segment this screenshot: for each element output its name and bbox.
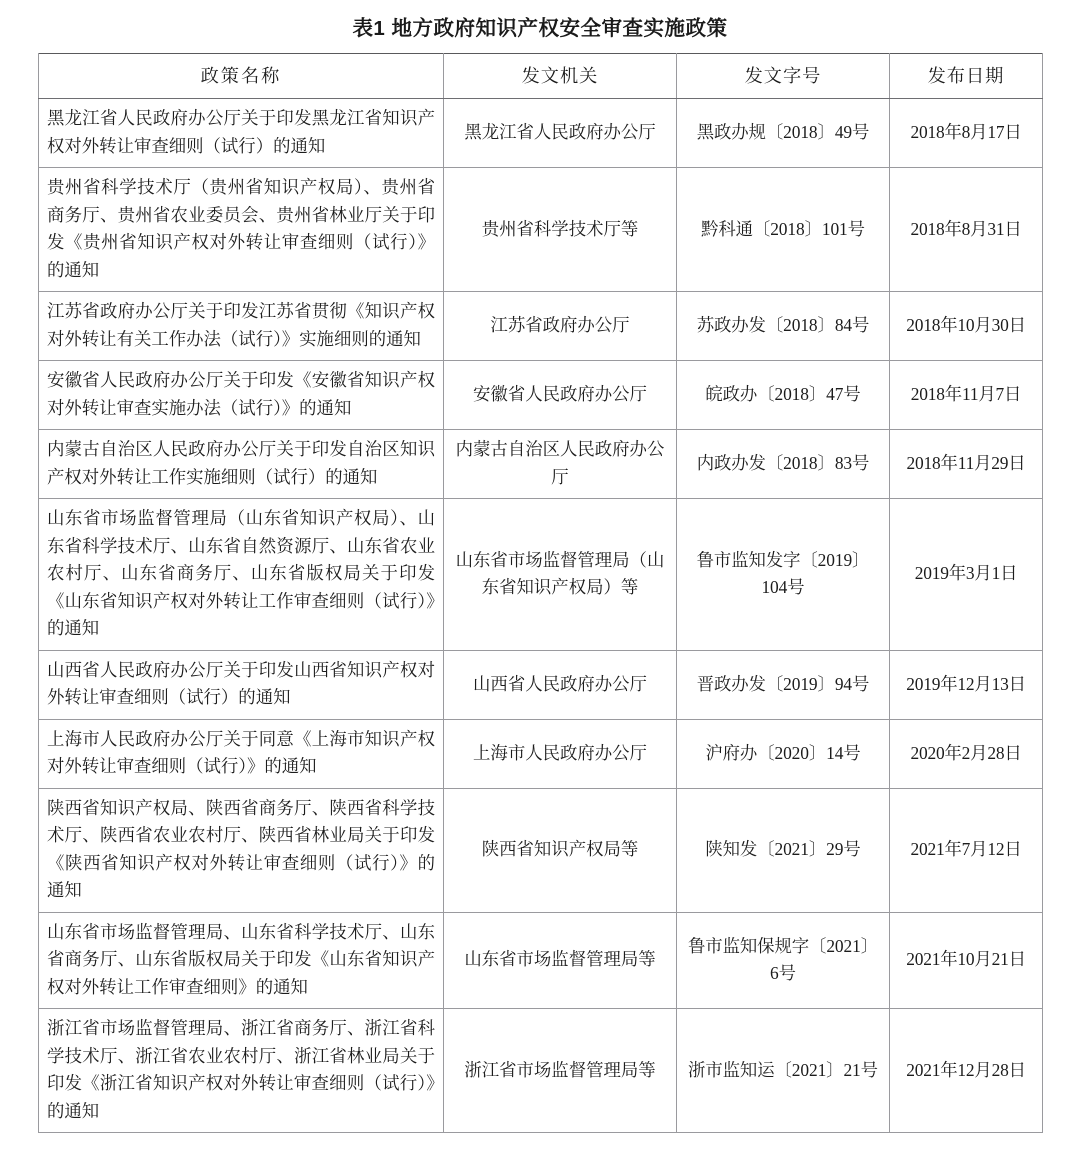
cell-release-date: 2021年12月28日 [890,1009,1043,1133]
cell-policy-name: 陕西省知识产权局、陕西省商务厅、陕西省科学技术厅、陕西省农业农村厅、陕西省林业局关于印发《陕西省知识产权对外转让审查细则（试行）》的通知 [39,788,444,912]
cell-release-date: 2018年8月17日 [890,99,1043,168]
table-row [39,168,1043,292]
cell-issuing-authority: 安徽省人民政府办公厅 [444,361,677,430]
cell-release-date: 2021年7月12日 [890,788,1043,912]
cell-release-date: 2018年8月31日 [890,168,1043,292]
cell-document-number: 苏政办发〔2018〕84号 [677,292,890,361]
table-container [38,53,1042,1134]
cell-release-date: 2018年11月29日 [890,430,1043,499]
cell-document-number: 晋政办发〔2019〕94号 [677,650,890,719]
cell-issuing-authority: 黑龙江省人民政府办公厅 [444,99,677,168]
cell-release-date: 2019年3月1日 [890,499,1043,651]
cell-release-date: 2018年11月7日 [890,361,1043,430]
policy-table [38,53,1043,1134]
table-row [39,719,1043,788]
cell-release-date: 2020年2月28日 [890,719,1043,788]
cell-policy-name: 山西省人民政府办公厅关于印发山西省知识产权对外转让审查细则（试行）的通知 [39,650,444,719]
table-row [39,1009,1043,1133]
cell-issuing-authority: 上海市人民政府办公厅 [444,719,677,788]
cell-document-number: 皖政办〔2018〕47号 [677,361,890,430]
table-row [39,430,1043,499]
cell-document-number: 浙市监知运〔2021〕21号 [677,1009,890,1133]
cell-policy-name: 江苏省政府办公厅关于印发江苏省贯彻《知识产权对外转让有关工作办法（试行）》实施细则的通知 [39,292,444,361]
cell-issuing-authority: 贵州省科学技术厅等 [444,168,677,292]
table-row [39,650,1043,719]
table-header [39,53,1043,99]
table-row [39,788,1043,912]
cell-issuing-authority: 内蒙古自治区人民政府办公厅 [444,430,677,499]
cell-document-number: 陕知发〔2021〕29号 [677,788,890,912]
cell-release-date: 2018年10月30日 [890,292,1043,361]
cell-policy-name: 山东省市场监督管理局、山东省科学技术厅、山东省商务厅、山东省版权局关于印发《山东省知识产权对外转让工作审查细则》的通知 [39,912,444,1009]
cell-policy-name: 上海市人民政府办公厅关于同意《上海市知识产权对外转让审查细则（试行）》的通知 [39,719,444,788]
table-caption: 表1 地方政府知识产权安全审查实施政策 [352,17,728,40]
cell-issuing-authority: 山东省市场监督管理局（山东省知识产权局）等 [444,499,677,651]
column-header-release-date: 发布日期 [890,53,1043,99]
cell-release-date: 2021年10月21日 [890,912,1043,1009]
cell-issuing-authority: 陕西省知识产权局等 [444,788,677,912]
table-header-row [39,53,1043,99]
table-row [39,292,1043,361]
table-row [39,499,1043,651]
column-header-issuing-authority: 发文机关 [444,53,677,99]
cell-policy-name: 黑龙江省人民政府办公厅关于印发黑龙江省知识产权对外转让审查细则（试行）的通知 [39,99,444,168]
table-row [39,361,1043,430]
cell-issuing-authority: 浙江省市场监督管理局等 [444,1009,677,1133]
cell-issuing-authority: 山东省市场监督管理局等 [444,912,677,1009]
column-header-document-number: 发文字号 [677,53,890,99]
cell-policy-name: 内蒙古自治区人民政府办公厅关于印发自治区知识产权对外转让工作实施细则（试行）的通知 [39,430,444,499]
cell-document-number: 沪府办〔2020〕14号 [677,719,890,788]
cell-document-number: 鲁市监知发字〔2019〕104号 [677,499,890,651]
cell-issuing-authority: 江苏省政府办公厅 [444,292,677,361]
table-body [39,99,1043,1133]
cell-policy-name: 浙江省市场监督管理局、浙江省商务厅、浙江省科学技术厅、浙江省农业农村厅、浙江省林业局关于印发《浙江省知识产权对外转让审查细则（试行）》的通知 [39,1009,444,1133]
cell-policy-name: 山东省市场监督管理局（山东省知识产权局）、山东省科学技术厅、山东省自然资源厅、山东省农业农村厅、山东省商务厅、山东省版权局关于印发《山东省知识产权对外转让工作审查细则（试行）》的通知 [39,499,444,651]
cell-release-date: 2019年12月13日 [890,650,1043,719]
cell-document-number: 黑政办规〔2018〕49号 [677,99,890,168]
cell-policy-name: 安徽省人民政府办公厅关于印发《安徽省知识产权对外转让审查实施办法（试行）》的通知 [39,361,444,430]
table-row [39,912,1043,1009]
column-header-policy-name: 政策名称 [39,53,444,99]
cell-issuing-authority: 山西省人民政府办公厅 [444,650,677,719]
cell-policy-name: 贵州省科学技术厅（贵州省知识产权局）、贵州省商务厅、贵州省农业委员会、贵州省林业厅关于印发《贵州省知识产权对外转让审查细则（试行）》的通知 [39,168,444,292]
cell-document-number: 内政办发〔2018〕83号 [677,430,890,499]
cell-document-number: 黔科通〔2018〕101号 [677,168,890,292]
cell-document-number: 鲁市监知保规字〔2021〕6号 [677,912,890,1009]
table-row [39,99,1043,168]
